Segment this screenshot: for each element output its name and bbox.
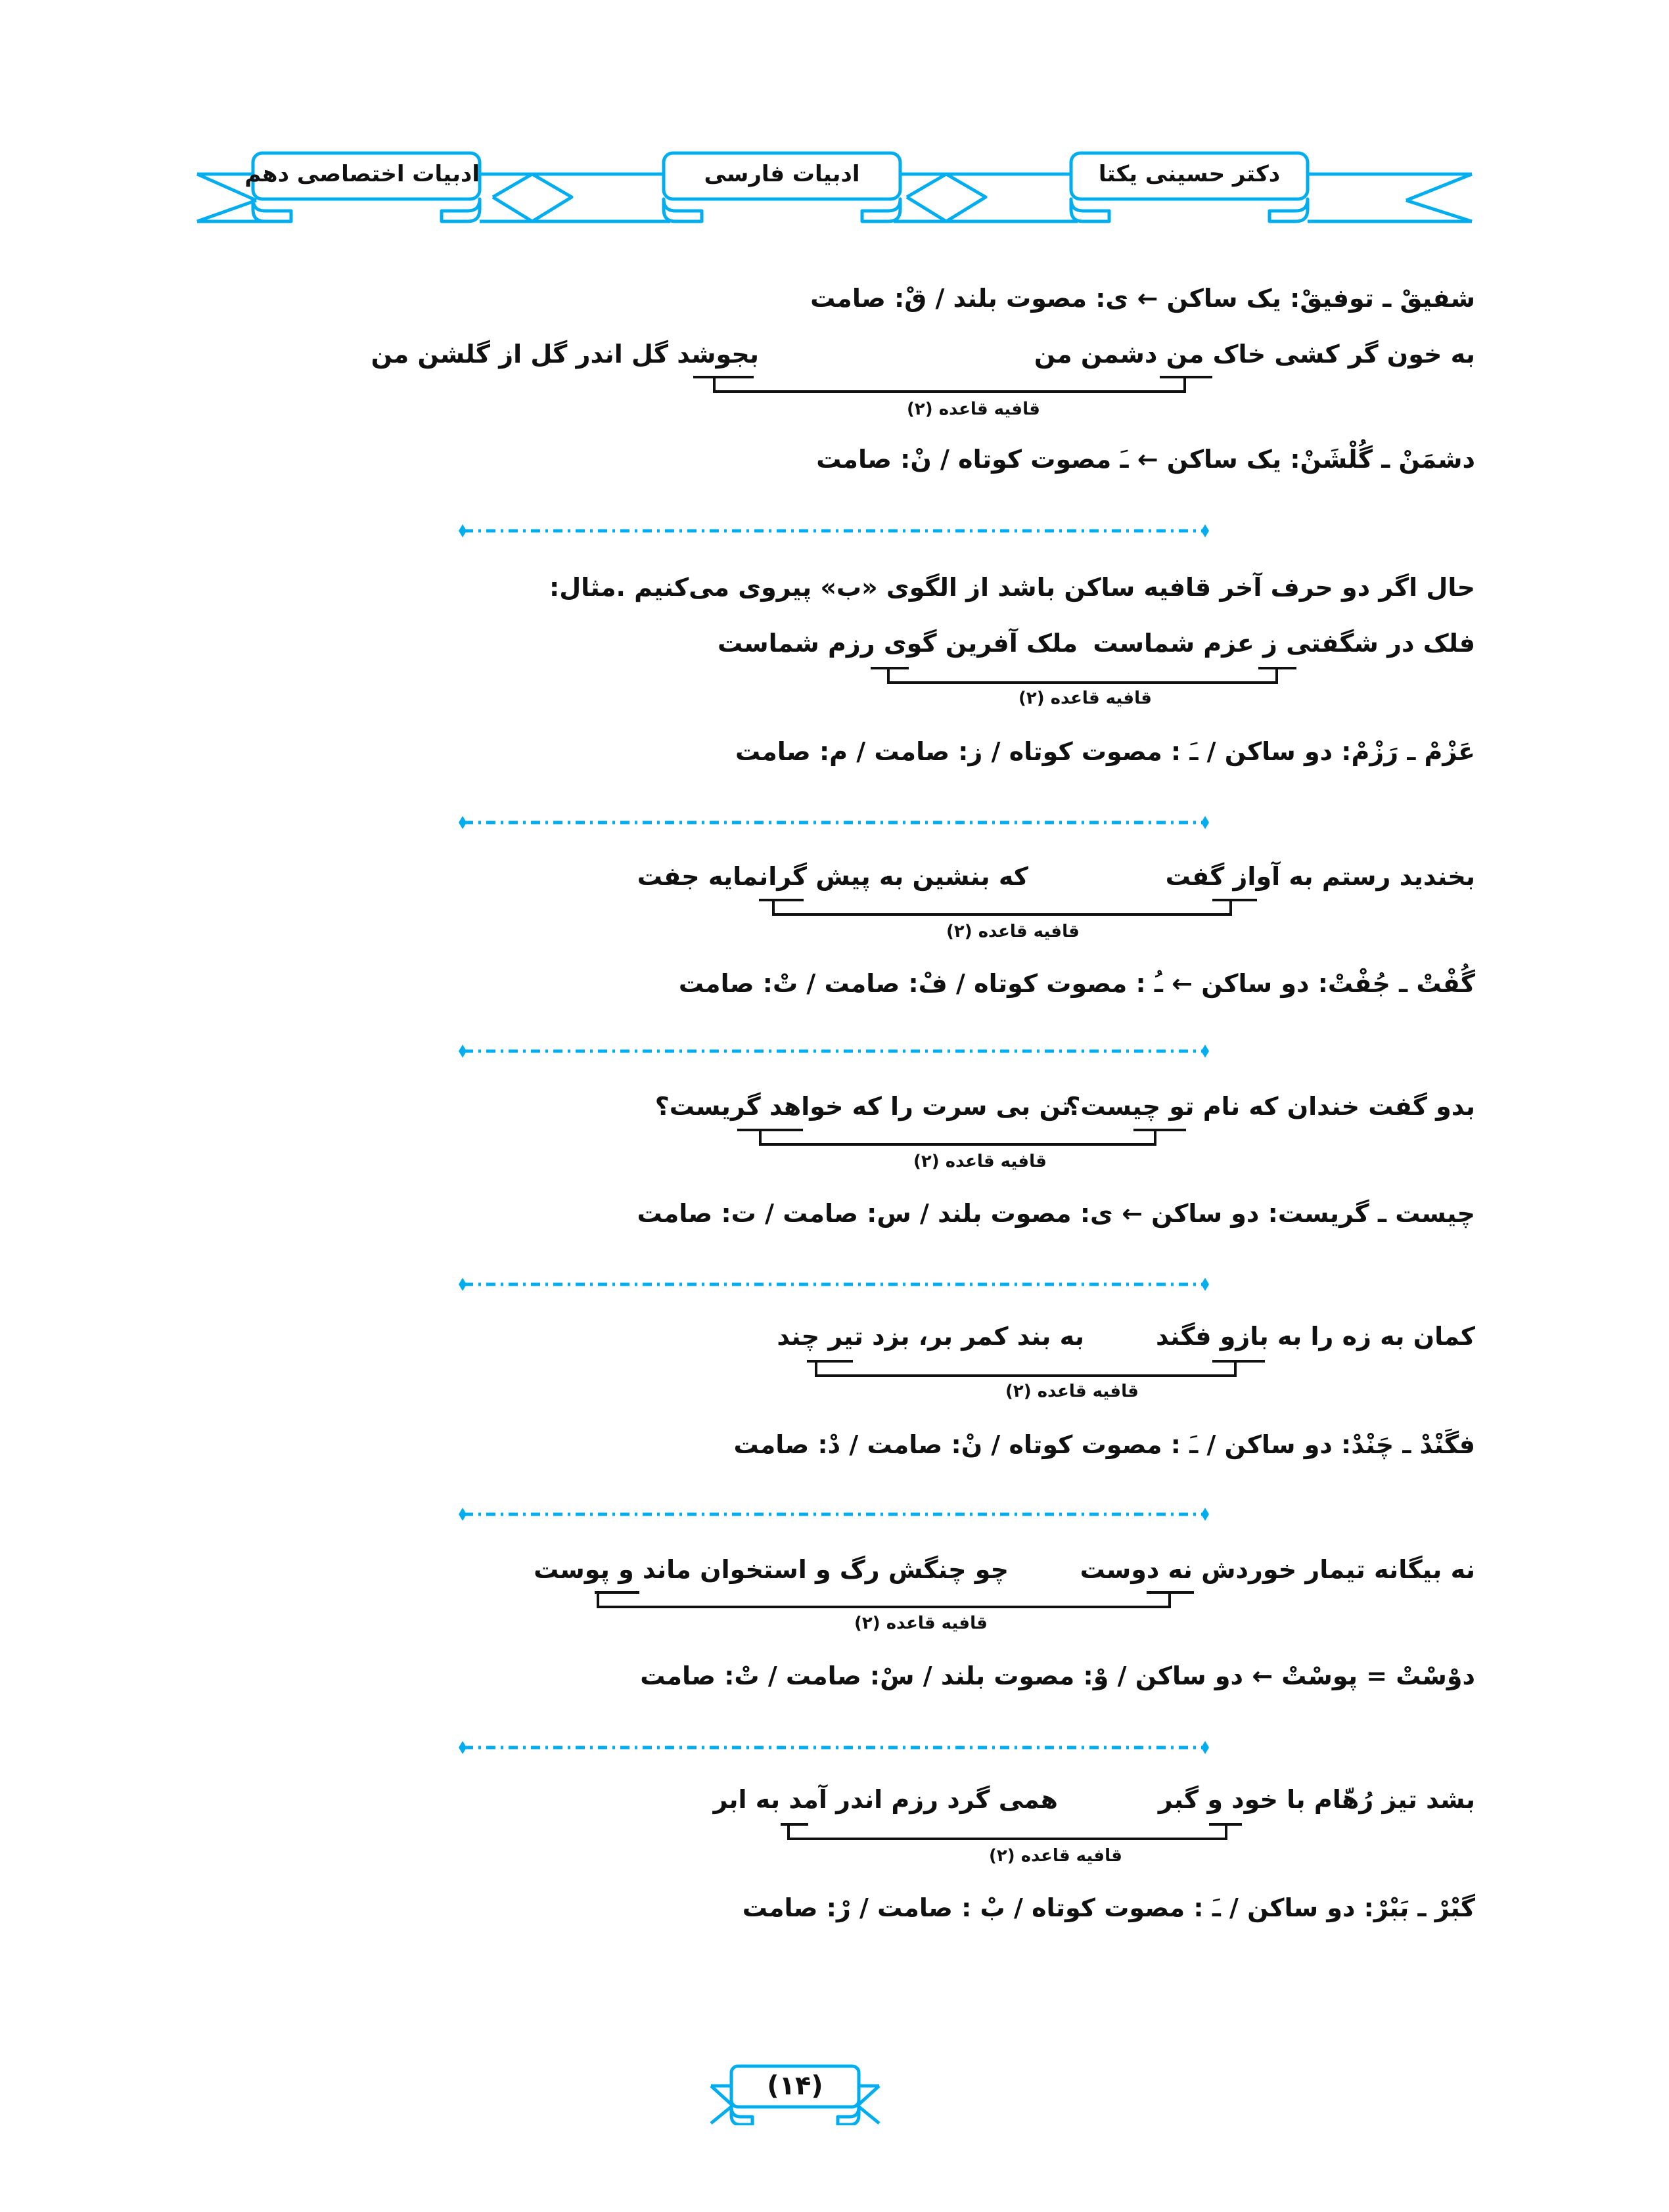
example-4-analysis: چیست ـ گریست: دو ساکن ← ی: مصوت بلند / س: صامت / ت: صامت bbox=[637, 1199, 1475, 1228]
example-7-hemistich-2: همی گرد رزم اندر آمد به ابر bbox=[713, 1785, 1058, 1814]
intro-analysis-line: شفیقْ ـ توفیقْ: یک ساکن ← ی: مصوت بلند / قْ: صامت bbox=[810, 284, 1475, 313]
banner-course-title: ادبیات اختصاصی دهم bbox=[244, 161, 480, 187]
example-1-rhyme-bracket bbox=[713, 376, 1186, 393]
example-5-rule-label: قافیه قاعده (۲) bbox=[1005, 1382, 1139, 1401]
example-6-rule-label: قافیه قاعده (۲) bbox=[854, 1614, 988, 1633]
section-divider bbox=[453, 1508, 1216, 1521]
example-label: مثال: bbox=[549, 573, 616, 602]
example-1-rule-label: قافیه قاعده (۲) bbox=[907, 399, 1040, 419]
example-5-hemistich-1: کمان به زه را به بازو فگند bbox=[1156, 1322, 1475, 1351]
example-6-analysis: دوْسْتْ = پوسْتْ ← دو ساکن / وْ: مصوت بلند / سْ: صامت / تْ: صامت bbox=[640, 1661, 1475, 1690]
example-7-hemistich-1: بشد تیز رُهّام با خود و گبر bbox=[1158, 1785, 1475, 1814]
header-ribbon bbox=[191, 148, 1478, 227]
example-1-hemistich-1: به خون گر کشی خاک من دشمن من bbox=[1034, 340, 1475, 369]
example-5-analysis: فگَنْدْ ـ چَنْدْ: دو ساکن / ـَ : مصوت کوتاه / نْ: صامت / دْ: صامت bbox=[733, 1430, 1475, 1459]
banner-author: دکتر حسینی یکتا bbox=[1098, 161, 1281, 187]
example-1-analysis: دشمَنْ ـ گُلْشَنْ: یک ساکن ← ـَ مصوت کوتاه / نْ: صامت bbox=[816, 445, 1475, 474]
example-2-hemistich-2: ملک آفرین گوی رزم شماست bbox=[718, 629, 1078, 658]
example-1-hemistich-2: بجوشد گل اندر گل از گلشن من bbox=[371, 340, 759, 369]
example-4-hemistich-2: تن بی سرت را که خواهد گریست؟ bbox=[654, 1092, 1071, 1121]
page-number: (۱۴) bbox=[767, 2071, 823, 2101]
example-5-hemistich-2: به بند کمر بر، بزد تیر چند bbox=[777, 1322, 1084, 1351]
example-6-hemistich-1: نه بیگانه تیمار خوردش نه دوست bbox=[1080, 1555, 1475, 1584]
section-divider bbox=[453, 524, 1216, 537]
example-7-analysis: گبْرْ ـ بَبْرْ: دو ساکن / ـَ : مصوت کوتاه / بْ : صامت / رْ: صامت bbox=[742, 1893, 1475, 1922]
banner-subject: ادبیات فارسی bbox=[704, 161, 860, 187]
rule-paragraph: حال اگر دو حرف آخر قافیه ساکن باشد از الگوی «ب» پیروی می‌کنیم .مثال: bbox=[549, 573, 1475, 602]
section-divider bbox=[453, 1278, 1216, 1291]
example-6-rhyme-bracket bbox=[597, 1591, 1171, 1608]
example-3-analysis: گُفْتْ ـ جُفْتْ: دو ساکن ← ـُ : مصوت کوتاه / فْ: صامت / تْ: صامت bbox=[678, 969, 1475, 998]
section-divider bbox=[453, 1741, 1216, 1754]
example-2-rhyme-bracket bbox=[887, 667, 1278, 684]
example-4-rhyme-bracket bbox=[759, 1129, 1156, 1146]
example-2-analysis: عَزْمْ ـ رَزْمْ: دو ساکن / ـَ : مصوت کوتاه / ز: صامت / م: صامت bbox=[735, 737, 1475, 766]
example-3-hemistich-1: بخندید رستم به آواز گفت bbox=[1165, 862, 1475, 891]
example-5-rhyme-bracket bbox=[815, 1360, 1237, 1377]
example-3-rhyme-bracket bbox=[772, 899, 1232, 916]
example-2-rule-label: قافیه قاعده (۲) bbox=[1018, 688, 1152, 708]
example-7-rule-label: قافیه قاعده (۲) bbox=[989, 1846, 1122, 1866]
example-3-hemistich-2: که بنشین به پیش گرانمایه جفت bbox=[637, 862, 1028, 891]
example-2-hemistich-1: فلک در شگفتی ز عزم شماست bbox=[1093, 629, 1475, 658]
example-7-rhyme-bracket bbox=[787, 1823, 1227, 1840]
example-6-hemistich-2: چو چنگش رگ و استخوان ماند و پوست bbox=[534, 1555, 1009, 1584]
example-4-hemistich-1: بدو گفت خندان که نام تو چیست؟ bbox=[1066, 1092, 1475, 1121]
example-3-rule-label: قافیه قاعده (۲) bbox=[946, 922, 1080, 941]
section-divider bbox=[453, 1045, 1216, 1058]
section-divider bbox=[453, 816, 1216, 829]
example-4-rule-label: قافیه قاعده (۲) bbox=[913, 1152, 1047, 1171]
